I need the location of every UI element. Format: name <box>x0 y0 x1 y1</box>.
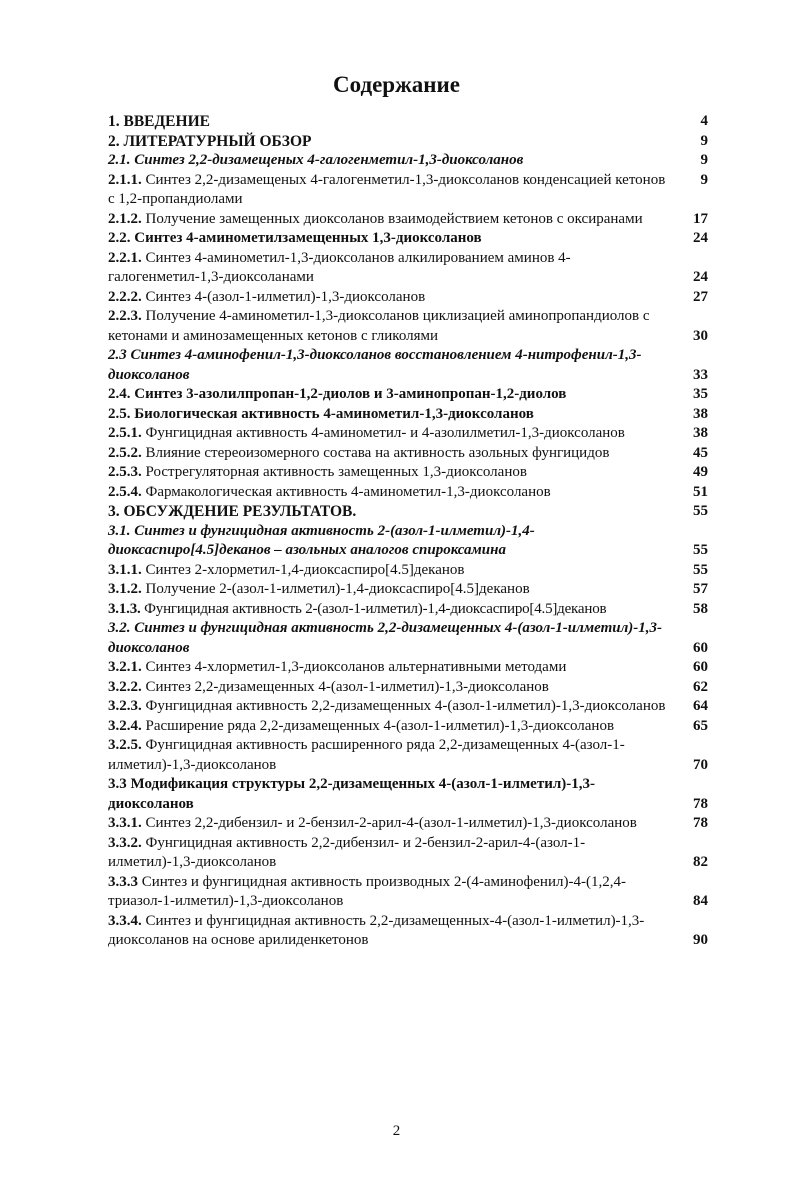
toc-entry-page: 27 <box>693 288 708 305</box>
toc-entry <box>108 210 708 230</box>
toc-entry-text: 2.5. Биологическая активность 4-аминометил-1,3-диоксоланов <box>108 405 534 422</box>
toc-entry <box>108 424 708 444</box>
toc-entry-text: Синтез 2,2-дибензил- и 2-бензил-2-арил-4-(азол-1-илметил)-1,3-диоксоланов <box>141 815 637 831</box>
toc-entry-page: 62 <box>693 678 708 695</box>
page-title: Содержание <box>333 72 460 97</box>
toc-entry-text: Синтез 4-аминометил-1,3-диоксоланов алкилированием аминов 4-галогенметил-1,3-диоксоланами <box>108 249 571 285</box>
toc-entry-page: 55 <box>693 503 708 519</box>
toc-entry <box>108 912 708 951</box>
toc-entry <box>108 171 708 210</box>
toc-entry <box>108 678 708 698</box>
toc-entry <box>108 463 708 483</box>
toc-entry-text: Рострегуляторная активность замещенных 1,3-диоксоланов <box>141 464 527 480</box>
toc-entry-page: 84 <box>693 893 708 909</box>
toc-entry-page: 78 <box>693 795 708 812</box>
toc-entry-page: 38 <box>693 425 708 441</box>
toc-entry <box>108 307 708 346</box>
toc-entry-page: 60 <box>693 659 708 675</box>
toc-entry-page: 45 <box>693 444 708 461</box>
toc-entry-page: 60 <box>693 639 708 656</box>
toc-entry-number: 3.2.5. <box>108 737 142 753</box>
toc-entry-number: 3.3.1. <box>108 815 142 831</box>
toc-entry <box>108 658 708 678</box>
toc-entry-text: Получение 2-(азол-1-илметил)-1,4-диоксаспиро[4.5]деканов <box>141 581 530 597</box>
toc-entry <box>108 736 708 775</box>
toc-entry-number: 2.2.2. <box>108 288 142 305</box>
toc-entry <box>108 346 708 385</box>
toc-entry-text: 3.3 Модификация структуры 2,2-дизамещенных 4-(азол-1-илметил)-1,3-диоксоланов <box>108 776 595 812</box>
toc-entry-number: 3.2.2. <box>108 678 142 695</box>
toc-entry-text: Фунгицидная активность 2,2-дизамещенных 4-(азол-1-илметил)-1,3-диоксоланов <box>141 698 666 714</box>
toc-entry-page: 57 <box>693 581 708 597</box>
toc-entry-number: 3.2.3. <box>108 698 142 714</box>
table-of-contents <box>108 112 708 951</box>
toc-entry-text: Получение замещенных диоксоланов взаимодействием кетонов с оксиранами <box>141 210 643 227</box>
toc-entry-number: 2.5.3. <box>108 464 142 480</box>
toc-entry-text: Синтез и фунгицидная активность производных 2-(4-аминофенил)-4-(1,2,4-триазол-1-илметил)-1,3-диоксоланов <box>108 873 626 909</box>
toc-entry-text: Фунгицидная активность 2-(азол-1-илметил)-1,4-диоксаспиро[4.5]деканов <box>140 600 607 617</box>
toc-entry-text: Фунгицидная активность расширенного ряда 2,2-дизамещенных 4-(азол-1-илметил)-1,3-диоксоланов <box>108 737 625 773</box>
toc-entry <box>108 502 708 522</box>
toc-entry-page: 24 <box>693 230 708 246</box>
toc-entry <box>108 483 708 503</box>
toc-entry-page: 65 <box>693 717 708 734</box>
toc-entry <box>108 444 708 464</box>
toc-entry-text: Синтез и фунгицидная активность 2,2-дизамещенных-4-(азол-1-илметил)-1,3-диоксоланов на основе арилиденкетонов <box>108 912 645 948</box>
toc-entry-text: Синтез 2,2-дизамещеных 4-галогенметил-1,3-диоксоланов конденсацией кетонов с 1,2-пропандиолами <box>108 171 666 207</box>
toc-entry-page: 51 <box>693 483 708 500</box>
toc-entry-number: 2.2.3. <box>108 308 142 324</box>
toc-entry-page: 49 <box>693 464 708 480</box>
toc-entry-text: 3.1. Синтез и фунгицидная активность 2-(азол-1-илметил)-1,4-диоксаспиро[4.5]деканов – азольных аналогов спироксамина <box>108 522 535 558</box>
toc-entry-text: Синтез 4-хлорметил-1,3-диоксоланов альтернативными методами <box>141 659 567 675</box>
toc-entry-number: 3.2.4. <box>108 717 142 734</box>
toc-entry-text: Синтез 2-хлорметил-1,4-диоксаспиро[4.5]деканов <box>141 561 465 578</box>
toc-entry-page: 33 <box>693 366 708 383</box>
toc-entry-text: Синтез 2,2-дизамещенных 4-(азол-1-илметил)-1,3-диоксоланов <box>141 678 549 695</box>
toc-entry <box>108 619 708 658</box>
toc-entry-text: Фармакологическая активность 4-аминометил-1,3-диоксоланов <box>141 483 551 500</box>
toc-entry-text: Влияние стереоизомерного состава на активность азольных фунгицидов <box>141 444 610 461</box>
toc-entry-number: 2.5.4. <box>108 483 142 500</box>
toc-entry-page: 55 <box>693 561 708 578</box>
toc-entry-page: 35 <box>693 386 708 402</box>
toc-entry-number: 3.3.3 <box>108 873 138 890</box>
toc-entry <box>108 151 708 171</box>
toc-entry-number: 3.1.2. <box>108 581 142 597</box>
toc-entry <box>108 132 708 152</box>
toc-entry-text: 3. ОБСУЖДЕНИЕ РЕЗУЛЬТАТОВ. <box>108 503 357 520</box>
toc-entry <box>108 873 708 912</box>
toc-entry-page: 90 <box>693 932 708 948</box>
toc-entry-text: 2.4. Синтез 3-азолилпропан-1,2-диолов и 3-аминопропан-1,2-диолов <box>108 386 567 402</box>
toc-entry-text: Синтез 4-(азол-1-илметил)-1,3-диоксоланов <box>141 288 426 305</box>
toc-entry-page: 82 <box>693 854 708 870</box>
toc-entry-number: 3.1.1. <box>108 561 142 578</box>
toc-entry-page: 58 <box>693 600 708 617</box>
toc-entry-text: Получение 4-аминометил-1,3-диоксоланов циклизацией аминопропандиолов с кетонами и аминозамещенных кетонов с гликолями <box>108 308 650 344</box>
toc-entry-page: 4 <box>700 113 708 129</box>
toc-entry-page: 17 <box>693 210 708 227</box>
toc-entry <box>108 834 708 873</box>
toc-entry-page: 9 <box>700 171 708 188</box>
toc-entry-text: Фунгицидная активность 4-аминометил- и 4-азолилметил-1,3-диоксоланов <box>141 425 625 441</box>
toc-entry <box>108 385 708 405</box>
toc-entry-page: 78 <box>693 815 708 831</box>
toc-entry-page: 70 <box>693 756 708 773</box>
toc-entry-page: 9 <box>700 132 708 149</box>
toc-entry <box>108 229 708 249</box>
toc-entry <box>108 814 708 834</box>
toc-entry-number: 2.5.2. <box>108 444 142 461</box>
toc-entry-number: 2.1.1. <box>108 171 142 188</box>
toc-entry-number: 3.3.4. <box>108 912 142 929</box>
toc-entry-text: 2.3 Синтез 4-аминофенил-1,3-диоксоланов восстановлением 4-нитрофенил-1,3-диоксоланов <box>108 347 642 383</box>
toc-entry-number: 2.5.1. <box>108 425 142 441</box>
toc-entry <box>108 112 708 132</box>
toc-entry-page: 38 <box>693 405 708 422</box>
toc-entry <box>108 717 708 737</box>
toc-entry-text: 1. ВВЕДЕНИЕ <box>108 113 210 130</box>
toc-entry-text: 2.1. Синтез 2,2-дизамещеных 4-галогенметил-1,3-диоксоланов <box>108 152 524 168</box>
toc-entry-page: 9 <box>700 152 708 168</box>
toc-entry-text: 3.2. Синтез и фунгицидная активность 2,2-дизамещенных 4-(азол-1-илметил)-1,3-диоксоланов <box>108 620 663 656</box>
toc-entry-number: 3.3.2. <box>108 834 142 851</box>
toc-entry <box>108 775 708 814</box>
toc-entry <box>108 249 708 288</box>
toc-entry-page: 64 <box>693 698 708 714</box>
toc-entry-text: Расширение ряда 2,2-дизамещенных 4-(азол-1-илметил)-1,3-диоксоланов <box>141 717 615 734</box>
toc-entry-number: 2.1.2. <box>108 210 142 227</box>
toc-entry-number: 3.2.1. <box>108 659 142 675</box>
toc-entry-number: 2.2.1. <box>108 249 142 266</box>
toc-entry-text: 2.2. Синтез 4-аминометилзамещенных 1,3-диоксоланов <box>108 230 482 246</box>
toc-entry-text: Фунгицидная активность 2,2-дибензил- и 2-бензил-2-арил-4-(азол-1-илметил)-1,3-диоксоланов <box>108 834 586 870</box>
toc-entry <box>108 580 708 600</box>
toc-entry <box>108 405 708 425</box>
toc-entry-text: 2. ЛИТЕРАТУРНЫЙ ОБЗОР <box>108 132 312 150</box>
toc-entry <box>108 561 708 581</box>
toc-entry-page: 30 <box>693 327 708 344</box>
toc-entry <box>108 522 708 561</box>
toc-entry <box>108 697 708 717</box>
toc-entry <box>108 288 708 308</box>
toc-entry-page: 55 <box>693 542 708 558</box>
toc-entry-page: 24 <box>693 269 708 285</box>
toc-entry <box>108 600 708 620</box>
page-number: 2 <box>392 1123 401 1139</box>
toc-entry-number: 3.1.3. <box>108 600 141 617</box>
